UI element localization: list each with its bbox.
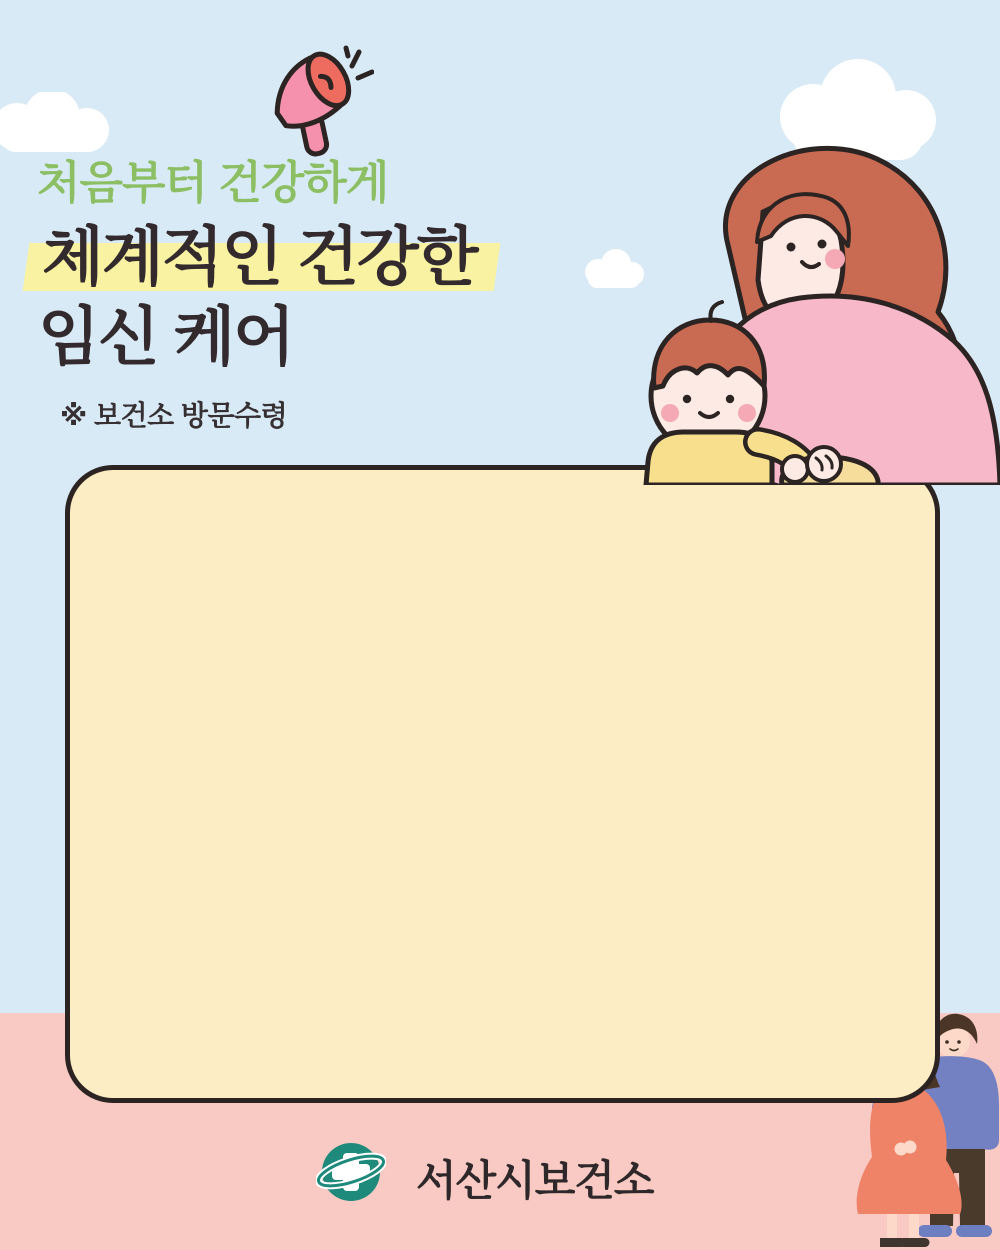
page-title-line2: 임신 케어 [38,301,294,373]
eyebrow-heading: 처음부터 건강하게 [37,157,389,208]
pickup-note: ※ 보건소 방문수령 [60,400,288,431]
info-panel [65,465,940,1103]
organization-name: 서산시보건소 [416,1157,654,1204]
mother-and-child-illustration [558,140,1000,485]
title-highlight: 체계적인 건강한 [36,221,483,293]
megaphone-icon [256,44,374,162]
page-title-line1 [36,218,483,296]
cloud-icon [0,92,122,152]
health-center-logo [316,1136,386,1206]
